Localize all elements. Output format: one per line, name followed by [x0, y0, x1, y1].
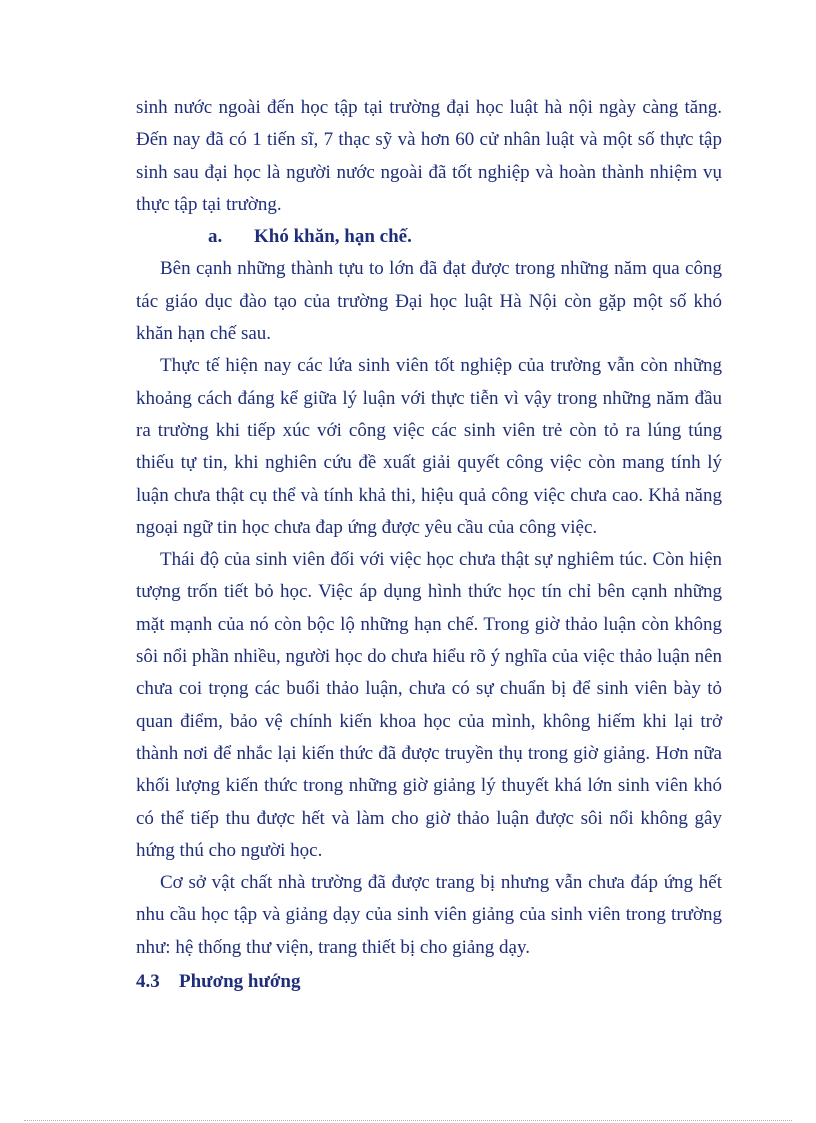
- page-footer-divider: [24, 1120, 792, 1121]
- subheading-text: Khó khăn, hạn chế.: [254, 226, 412, 248]
- paragraph-intro: Bên cạnh những thành tựu to lớn đã đạt được trong những năm qua công tác giáo dục đào tạo của trường Đại học luật Hà Nội còn gặp một số khó khăn hạn chế sau.: [136, 258, 722, 345]
- paragraph-graduates: Thực tế hiện nay các lứa sinh viên tốt nghiệp của trường vẫn còn những khoảng cách đáng kể giữa lý luận với thực tiễn vì vậy trong những năm đầu ra trường khi tiếp xúc với công việc các sinh viên trẻ còn tỏ ra lúng túng thiếu tự tin, khi nghiên cứu đề xuất giải quyết công việc còn mang tính lý luận chưa thật cụ thể và tính khả thi, hiệu quả công việc chưa cao. Khả năng ngoại ngữ tin học chưa đap ứng được yêu cầu của công việc.: [136, 355, 722, 538]
- subheading-difficulties: [136, 221, 722, 253]
- section-number: 4.3: [136, 971, 160, 993]
- section-title: Phương hướng: [179, 971, 301, 993]
- section-heading-direction: [136, 966, 722, 998]
- document-page: [136, 92, 722, 998]
- paragraph-continuation: sinh nước ngoài đến học tập tại trường đại học luật hà nội ngày càng tăng. Đến nay đã có 1 tiến sĩ, 7 thạc sỹ và hơn 60 cử nhân luật và một số thực tập sinh sau đại học là người nước ngoài đã tốt nghiệp và hoàn thành nhiệm vụ thực tập tại trường.: [136, 97, 722, 215]
- paragraph-attitude: Thái độ của sinh viên đối với việc học chưa thật sự nghiêm túc. Còn hiện tượng trốn tiết bỏ học. Việc áp dụng hình thức học tín chỉ bên cạnh những mặt mạnh của nó còn bộc lộ những hạn chế. Trong giờ thảo luận còn không sôi nổi phần nhiều, người học do chưa hiểu rõ ý nghĩa của việc thảo luận nên chưa coi trọng các buổi thảo luận, chưa có sự chuẩn bị để sinh viên bày tỏ quan điểm, bảo vệ chính kiến khoa học của mình, không hiếm khi lại trở thành nơi để nhắc lại kiến thức đã được truyền thụ trong giờ giảng. Hơn nữa khối lượng kiến thức trong những giờ giảng lý thuyết khá lớn sinh viên khó có thể tiếp thu được hết và làm cho giờ thảo luận được sôi nổi không gây hứng thú cho người học.: [136, 549, 722, 861]
- subheading-marker: a.: [208, 226, 223, 248]
- paragraph-facilities: Cơ sở vật chất nhà trường đã được trang bị nhưng vẫn chưa đáp ứng hết nhu cầu học tập và giảng dạy của sinh viên giảng của sinh viên trong trường như: hệ thống thư viện, trang thiết bị cho giảng dạy.: [136, 872, 722, 958]
